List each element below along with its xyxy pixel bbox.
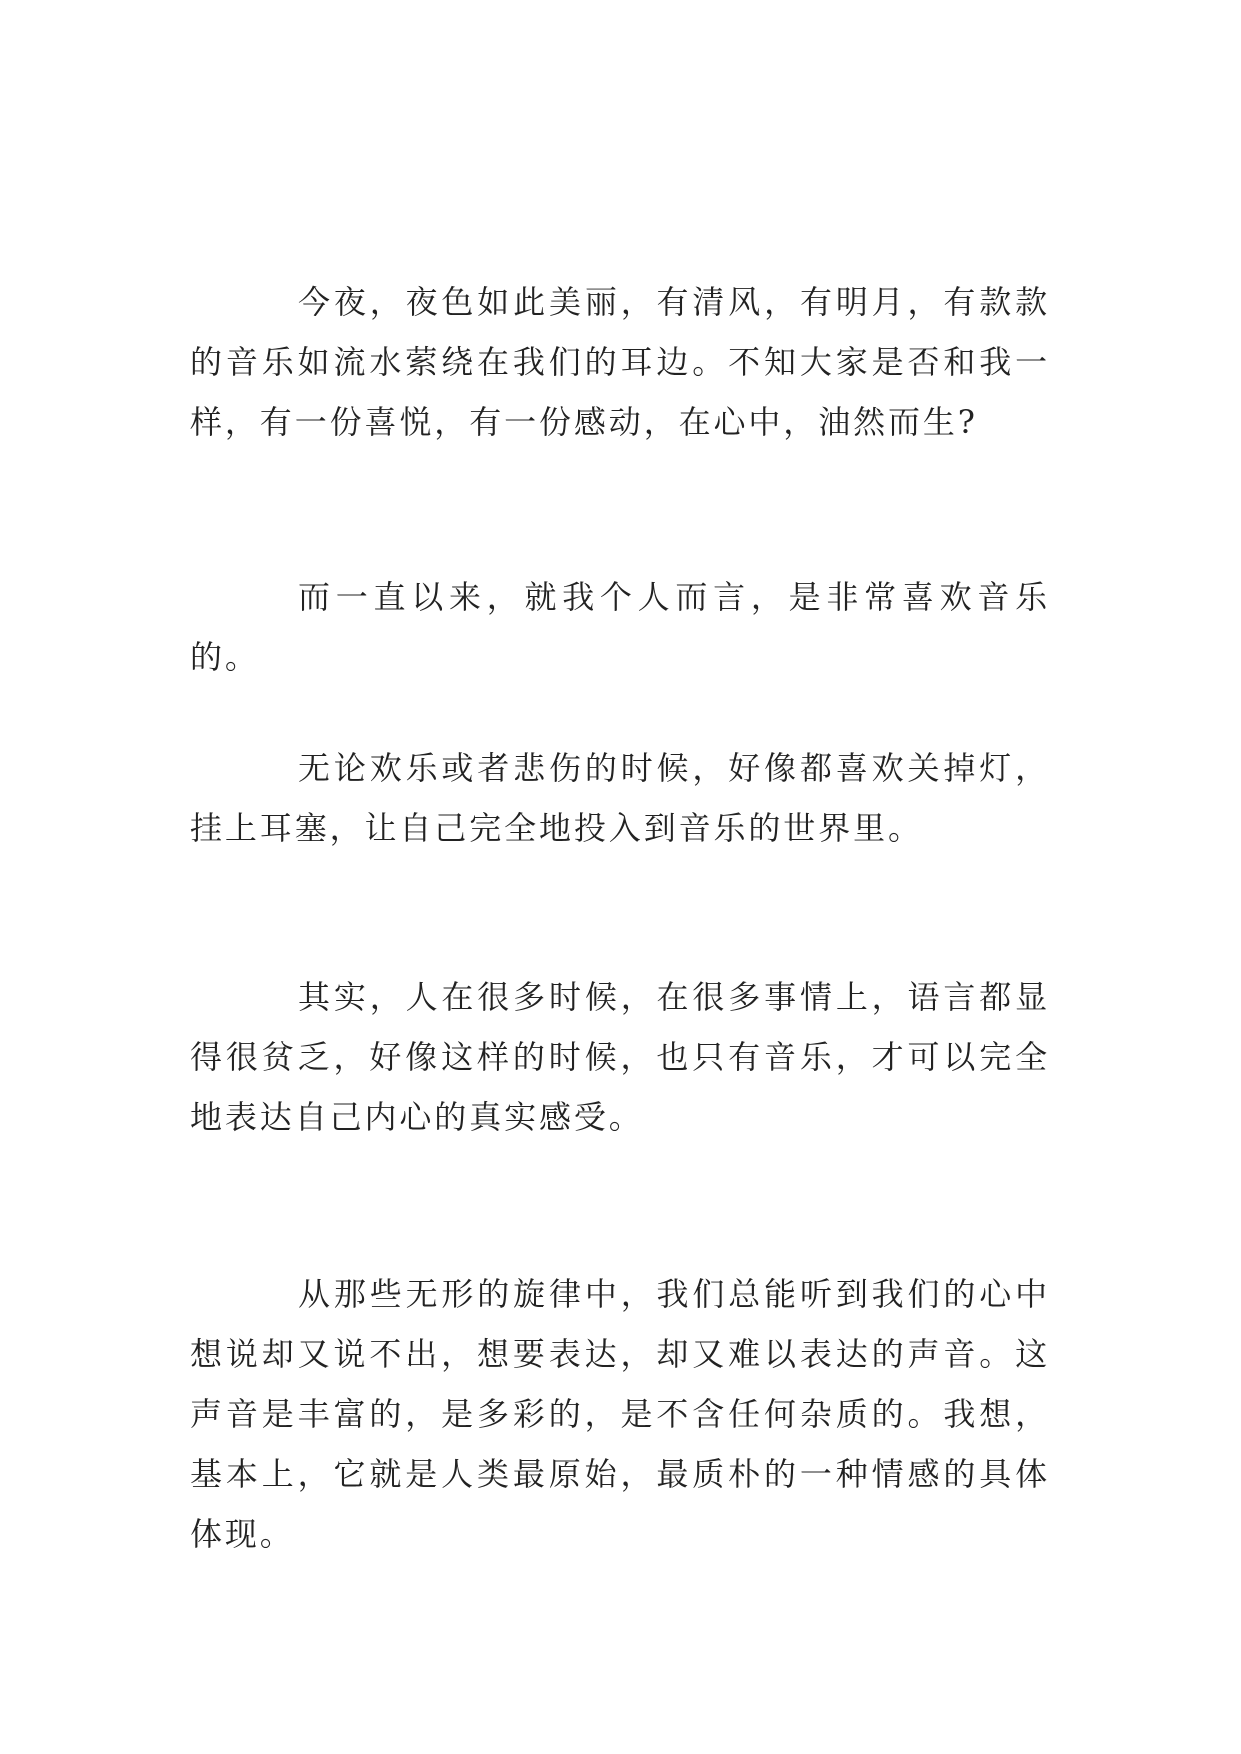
paragraph-5: 从那些无形的旋律中，我们总能听到我们的心中想说却又说不出，想要表达，却又难以表达的声音。这声音是丰富的，是多彩的，是不含任何杂质的。我想，基本上，它就是人类最原始，最质朴的一种情感的具体体现。 [190,1275,1050,1553]
paragraph-1: 今夜，夜色如此美丽，有清风，有明月，有款款的音乐如流水萦绕在我们的耳边。不知大家是否和我一样，有一份喜悦，有一份感动，在心中，油然而生? [190,283,1050,441]
paragraph-3: 无论欢乐或者悲伤的时候，好像都喜欢关掉灯，挂上耳塞，让自己完全地投入到音乐的世界里。 [190,749,1050,847]
paragraph-4: 其实，人在很多时候，在很多事情上，语言都显得很贫乏，好像这样的时候，也只有音乐，才可以完全地表达自己内心的真实感受。 [190,978,1050,1136]
paragraph-2: 而一直以来，就我个人而言，是非常喜欢音乐的。 [190,578,1050,676]
